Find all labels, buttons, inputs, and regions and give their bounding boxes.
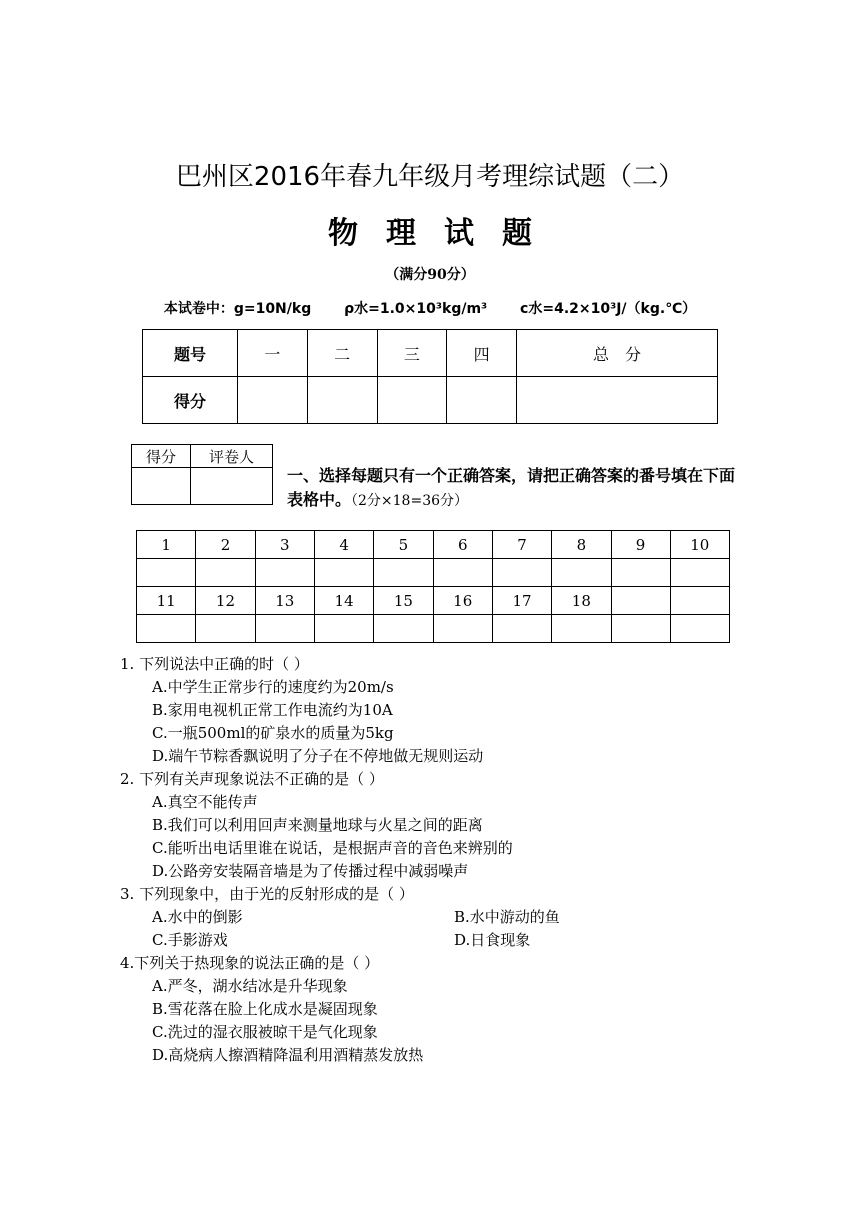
question-option: C.一瓶500ml的矿泉水的质量为5kg xyxy=(152,724,394,742)
answer-cell[interactable] xyxy=(611,559,670,587)
score-table xyxy=(142,329,718,424)
grader-score-cell[interactable] xyxy=(132,468,191,505)
score-header-cell: 三 xyxy=(377,330,447,377)
question-stem: 1. 下列说法中正确的时（ ） xyxy=(120,655,309,673)
answer-grid-number-row xyxy=(137,587,730,615)
question-option: B.雪花落在脸上化成水是凝固现象 xyxy=(152,1000,378,1018)
question-option: D.高烧病人擦酒精降温利用酒精蒸发放热 xyxy=(152,1046,424,1064)
answer-number: 6 xyxy=(433,531,492,559)
question-stem: 3. 下列现象中，由于光的反射形成的是（ ） xyxy=(120,885,414,903)
score-table-header-row xyxy=(143,330,718,377)
score-row-label: 得分 xyxy=(143,377,238,424)
question-4 xyxy=(120,952,760,1067)
exam-title: 巴州区2016年春九年级月考理综试题（二） xyxy=(175,162,685,192)
question-option: C.手影游戏 xyxy=(152,931,228,949)
answer-number: 18 xyxy=(552,587,611,615)
answer-cell[interactable] xyxy=(137,615,196,643)
question-option: B.水中游动的鱼 xyxy=(454,908,560,926)
score-header-cell: 二 xyxy=(307,330,377,377)
score-cell[interactable] xyxy=(377,377,447,424)
score-table-score-row xyxy=(143,377,718,424)
question-3 xyxy=(120,883,760,952)
answer-grid-blank-row xyxy=(137,559,730,587)
constants-line xyxy=(0,298,860,318)
score-cell[interactable] xyxy=(447,377,517,424)
question-option: C.能听出电话里谁在说话，是根据声音的音色来辨别的 xyxy=(152,839,513,857)
constant-rho-water: ρ水=1.0×10³kg/m³ xyxy=(344,301,488,317)
answer-grid xyxy=(136,530,730,643)
score-cell[interactable] xyxy=(517,377,718,424)
grader-table xyxy=(131,444,273,505)
answer-number: 3 xyxy=(255,531,314,559)
answer-cell[interactable] xyxy=(137,559,196,587)
answer-number: 12 xyxy=(196,587,255,615)
answer-cell[interactable] xyxy=(255,615,314,643)
answer-cell[interactable] xyxy=(492,615,551,643)
answer-cell[interactable] xyxy=(196,615,255,643)
answer-cell[interactable] xyxy=(314,615,373,643)
question-2 xyxy=(120,768,760,883)
constant-g: 本试卷中：g=10N/kg xyxy=(163,301,312,317)
answer-number xyxy=(670,587,729,615)
answer-grid-number-row xyxy=(137,531,730,559)
answer-cell[interactable] xyxy=(611,615,670,643)
answer-number: 11 xyxy=(137,587,196,615)
answer-cell[interactable] xyxy=(433,559,492,587)
score-header-cell: 总 分 xyxy=(517,330,718,377)
question-option: B.我们可以利用回声来测量地球与火星之间的距离 xyxy=(152,816,483,834)
answer-number: 10 xyxy=(670,531,729,559)
answer-cell[interactable] xyxy=(670,615,729,643)
question-option: D.公路旁安装隔音墙是为了传播过程中减弱噪声 xyxy=(152,862,469,880)
constant-c-water: c水=4.2×10³J/（kg.℃） xyxy=(520,301,697,317)
question-option: C.洗过的湿衣服被晾干是气化现象 xyxy=(152,1023,378,1041)
answer-grid-blank-row xyxy=(137,615,730,643)
answer-cell[interactable] xyxy=(552,559,611,587)
answer-number: 2 xyxy=(196,531,255,559)
question-option: D.日食现象 xyxy=(454,931,531,949)
question-stem: 2. 下列有关声现象说法不正确的是（ ） xyxy=(120,770,384,788)
grader-name-cell[interactable] xyxy=(191,468,273,505)
answer-cell[interactable] xyxy=(492,559,551,587)
question-option: A.中学生正常步行的速度约为20m/s xyxy=(152,678,394,696)
score-cell[interactable] xyxy=(307,377,377,424)
answer-number: 8 xyxy=(552,531,611,559)
answer-number xyxy=(611,587,670,615)
question-option: A.严冬，湖水结冰是升华现象 xyxy=(152,977,348,995)
grader-name-label: 评卷人 xyxy=(191,445,273,468)
answer-cell[interactable] xyxy=(196,559,255,587)
answer-number: 17 xyxy=(492,587,551,615)
answer-cell[interactable] xyxy=(374,615,433,643)
score-header-cell: 题号 xyxy=(143,330,238,377)
answer-cell[interactable] xyxy=(433,615,492,643)
grader-score-label: 得分 xyxy=(132,445,191,468)
score-header-cell: 四 xyxy=(447,330,517,377)
answer-cell[interactable] xyxy=(255,559,314,587)
question-stem: 4.下列关于热现象的说法正确的是（ ） xyxy=(120,954,380,972)
answer-number: 15 xyxy=(374,587,433,615)
answer-cell[interactable] xyxy=(374,559,433,587)
answer-cell[interactable] xyxy=(314,559,373,587)
question-1 xyxy=(120,653,760,768)
subject-title: 物理试题 xyxy=(328,216,560,251)
section-1-points: （2分×18=36分） xyxy=(351,493,469,509)
section-1-instruction: 一、选择每题只有一个正确答案，请把正确答案的番号填在下面表格中。 xyxy=(287,466,736,509)
score-cell[interactable] xyxy=(238,377,308,424)
question-option: A.真空不能传声 xyxy=(152,793,258,811)
answer-cell[interactable] xyxy=(552,615,611,643)
question-list xyxy=(120,653,760,1067)
full-score: （满分90分） xyxy=(385,267,475,283)
answer-number: 16 xyxy=(433,587,492,615)
question-option: B.家用电视机正常工作电流约为10A xyxy=(152,701,393,719)
answer-number: 1 xyxy=(137,531,196,559)
answer-number: 13 xyxy=(255,587,314,615)
answer-number: 4 xyxy=(314,531,373,559)
answer-number: 14 xyxy=(314,587,373,615)
question-option: D.端午节粽香飘说明了分子在不停地做无规则运动 xyxy=(152,747,484,765)
section-1-title xyxy=(287,464,747,513)
question-option: A.水中的倒影 xyxy=(152,908,243,926)
answer-number: 5 xyxy=(374,531,433,559)
answer-cell[interactable] xyxy=(670,559,729,587)
score-header-cell: 一 xyxy=(238,330,308,377)
answer-number: 7 xyxy=(492,531,551,559)
answer-number: 9 xyxy=(611,531,670,559)
